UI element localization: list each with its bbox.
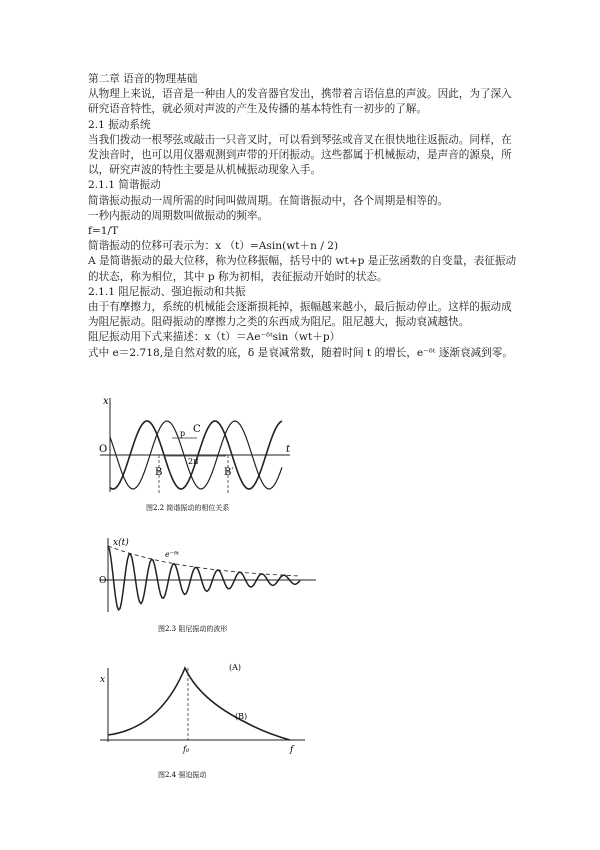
paragraph-line: 为阻尼振动。阻碍振动的摩擦力之类的东西成为阻尼。阻尼越大，振动衰减越快。: [88, 316, 470, 329]
fig1-point-b: B: [155, 467, 163, 478]
section-heading: 2.1.1 简谐振动: [88, 179, 161, 192]
paragraph-line: 研究语音特性，就必须对声波的产生及传播的基本特性有一初步的了解。: [88, 103, 427, 116]
fig2-origin: O: [99, 576, 107, 586]
fig3-x-label: f: [290, 745, 294, 755]
paragraph-line: 的状态，称为相位，其中 p 称为初相，表征振动开始时的状态。: [88, 270, 388, 283]
paragraph-line: 从物理上来说，语音是一种由人的发音器官发出，携带着言语信息的声波。因此，为了深入: [88, 88, 512, 101]
paragraph-line: 由于有摩擦力，系统的机械能会逐渐损耗掉，振幅越来越小，最后振动停止。这样的振动成: [88, 301, 512, 314]
paragraph-line: A 是简谐振动的最大位移，称为位移振幅，括号中的 wt+p 是正弦函数的自变量，表征振动: [88, 255, 517, 268]
fig1-period-label: 2π: [188, 457, 199, 466]
fig3-resonance-curve: [108, 668, 290, 740]
formula-line: f=1/T: [88, 225, 119, 238]
section-heading: 2.1 振动系统: [88, 118, 151, 131]
paragraph-line: 式中 e＝2.718,是自然对数的底，δ 是衰减常数，随着时间 t 的增长，e⁻ᵟᵗ 逐渐衰减到零。: [88, 346, 513, 359]
fig2-caption: 图2.3 阻尼振动的波形: [158, 625, 228, 633]
paragraph-line: 简谐振动的位移可表示为：x （t）=Asin(wt＋n / 2): [88, 240, 339, 253]
fig1-y-label: x: [103, 396, 109, 407]
fig3-caption: 图2.4 强迫振动: [158, 771, 207, 779]
paragraph-line: 一秒内振动的周期数叫做振动的频率。: [88, 209, 269, 222]
fig3-peak-label: f₀: [183, 745, 190, 754]
fig3-curve-label-a: (A): [229, 663, 242, 672]
paragraph-line: 简谐振动振动一周所需的时间叫做周期。在简谐振动中，各个周期是相等的。: [88, 194, 449, 207]
fig1-point-b-prime: B′: [224, 467, 234, 478]
fig3-y-label: x: [100, 675, 106, 685]
fig2-envelope-label: e⁻ᵟᵗ: [165, 550, 179, 559]
fig1-phase-label: p: [180, 429, 186, 438]
fig1-x-label: t: [286, 444, 291, 455]
fig1-point-c: C: [193, 424, 201, 435]
fig1-origin: O: [99, 444, 108, 455]
paragraph-line: 阻尼振动用下式来描述：x（t）＝Ae⁻ᵟᵗsin（wt＋p）: [88, 331, 341, 344]
chapter-title: 第二章 语音的物理基础: [88, 73, 198, 85]
fig2-y-label: x(t): [113, 538, 129, 548]
paragraph-line: 以，研究声波的特性主要是从机械振动现象入手。: [88, 164, 322, 177]
fig1-caption: 图2.2 简谐振动的相位关系: [146, 504, 230, 512]
section-heading: 2.1.1 阻尼振动、强迫振动和共振: [88, 285, 246, 298]
paragraph-line: 发浊音时，也可以用仪器观测到声带的开闭振动。这些都属于机械振动，是声音的源泉，所: [88, 149, 512, 162]
fig3-curve-label-b: (B): [235, 712, 248, 721]
paragraph-line: 当我们拨动一根琴弦或敲击一只音叉时，可以看到琴弦或音叉在很快地往返振动。同样，在: [88, 133, 512, 146]
